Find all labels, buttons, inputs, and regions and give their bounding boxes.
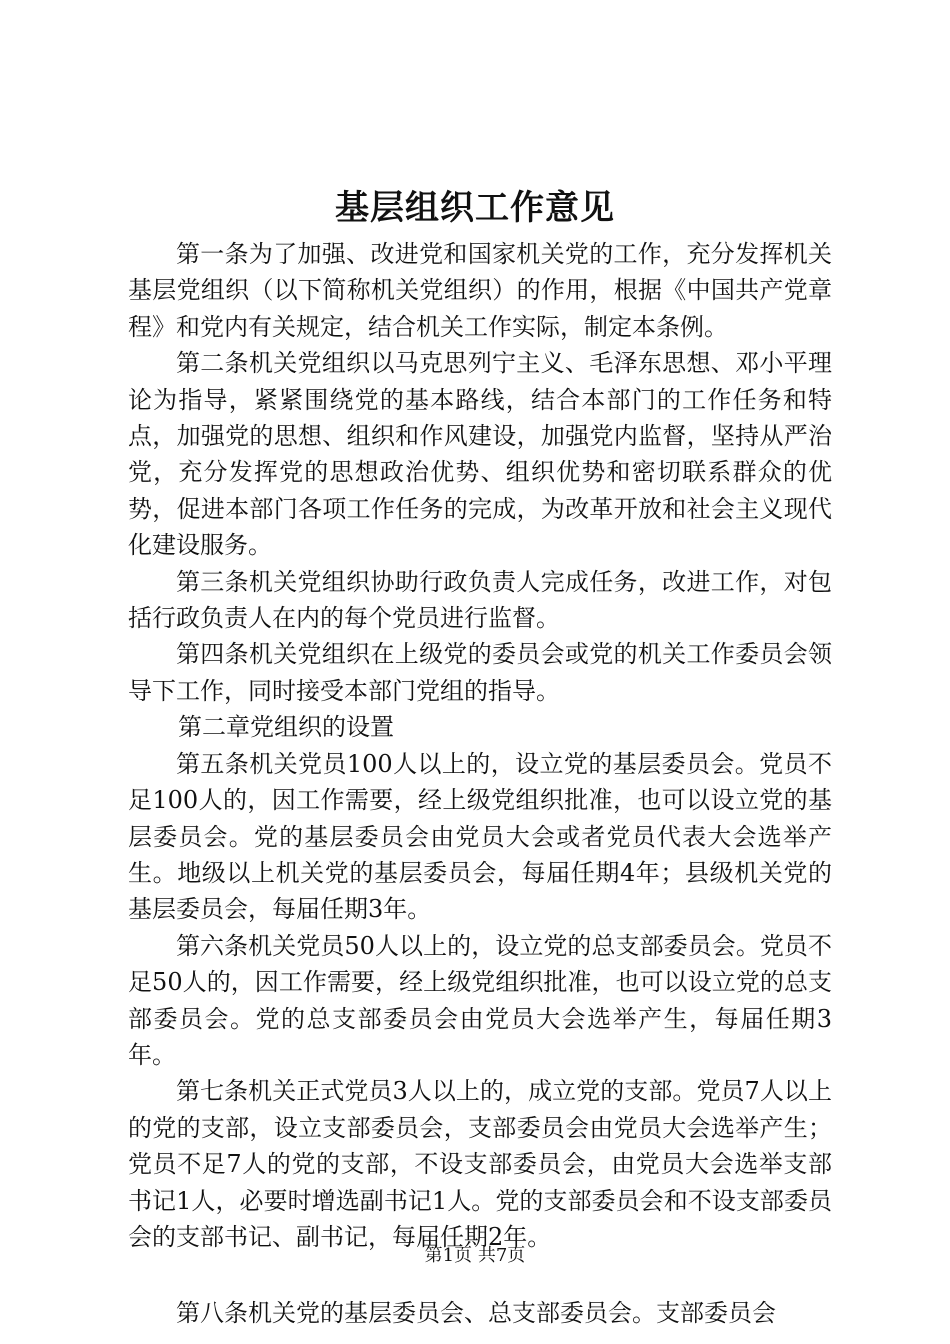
- chapter-heading: 第二章党组织的设置: [178, 713, 394, 742]
- article-7-paragraph: 第七条机关正式党员3人以上的，成立党的支部。党员7人以上的党的支部，设立支部委员会，支部委员会由党员大会选举产生；党员不足7人的党的支部，不设支部委员会，由党员大会选举支部书记1人，必要时增选副书记1人。党的支部委员会和不设支部委员会的支部书记、副书记，每届任期2年。: [128, 1077, 832, 1251]
- document-body: [128, 236, 832, 1332]
- article-6-paragraph: 第六条机关党员50人以上的，设立党的总支部委员会。党员不足50人的，因工作需要，经上级党组织批准，也可以设立党的总支部委员会。党的总支部委员会由党员大会选举产生，每届任期3年。: [128, 931, 832, 1069]
- article-8-paragraph: 第八条机关党的基层委员会、总支部委员会。支部委员会: [176, 1299, 776, 1328]
- article-3-paragraph: 第三条机关党组织协助行政负责人完成任务，改进工作，对包括行政负责人在内的每个党员进行监督。: [128, 567, 832, 633]
- article-2-paragraph: 第二条机关党组织以马克思列宁主义、毛泽东思想、邓小平理论为指导，紧紧围绕党的基本路线，结合本部门的工作任务和特点，加强党的思想、组织和作风建设，加强党内监督，坚持从严治党，充分发挥党的思想政治优势、组织优势和密切联系群众的优势，促进本部门各项工作任务的完成，为改革开放和社会主义现代化建设服务。: [128, 349, 832, 560]
- article-4-paragraph: 第四条机关党组织在上级党的委员会或党的机关工作委员会领导下工作，同时接受本部门党组的指导。: [128, 640, 832, 705]
- article-1-paragraph: 第一条为了加强、改进党和国家机关党的工作，充分发挥机关基层党组织（以下简称机关党组织）的作用，根据《中国共产党章程》和党内有关规定，结合机关工作实际，制定本条例。: [128, 240, 832, 341]
- document-title: 基层组织工作意见: [335, 188, 615, 228]
- page-footer: 第1页 共7页: [424, 1245, 526, 1266]
- article-5-paragraph: 第五条机关党员100人以上的，设立党的基层委员会。党员不足100人的，因工作需要，经上级党组织批准，也可以设立党的基层委员会。党的基层委员会由党员大会或者党员代表大会选举产生。地级以上机关党的基层委员会，每届任期4年；县级机关党的基层委员会，每届任期3年。: [128, 749, 832, 924]
